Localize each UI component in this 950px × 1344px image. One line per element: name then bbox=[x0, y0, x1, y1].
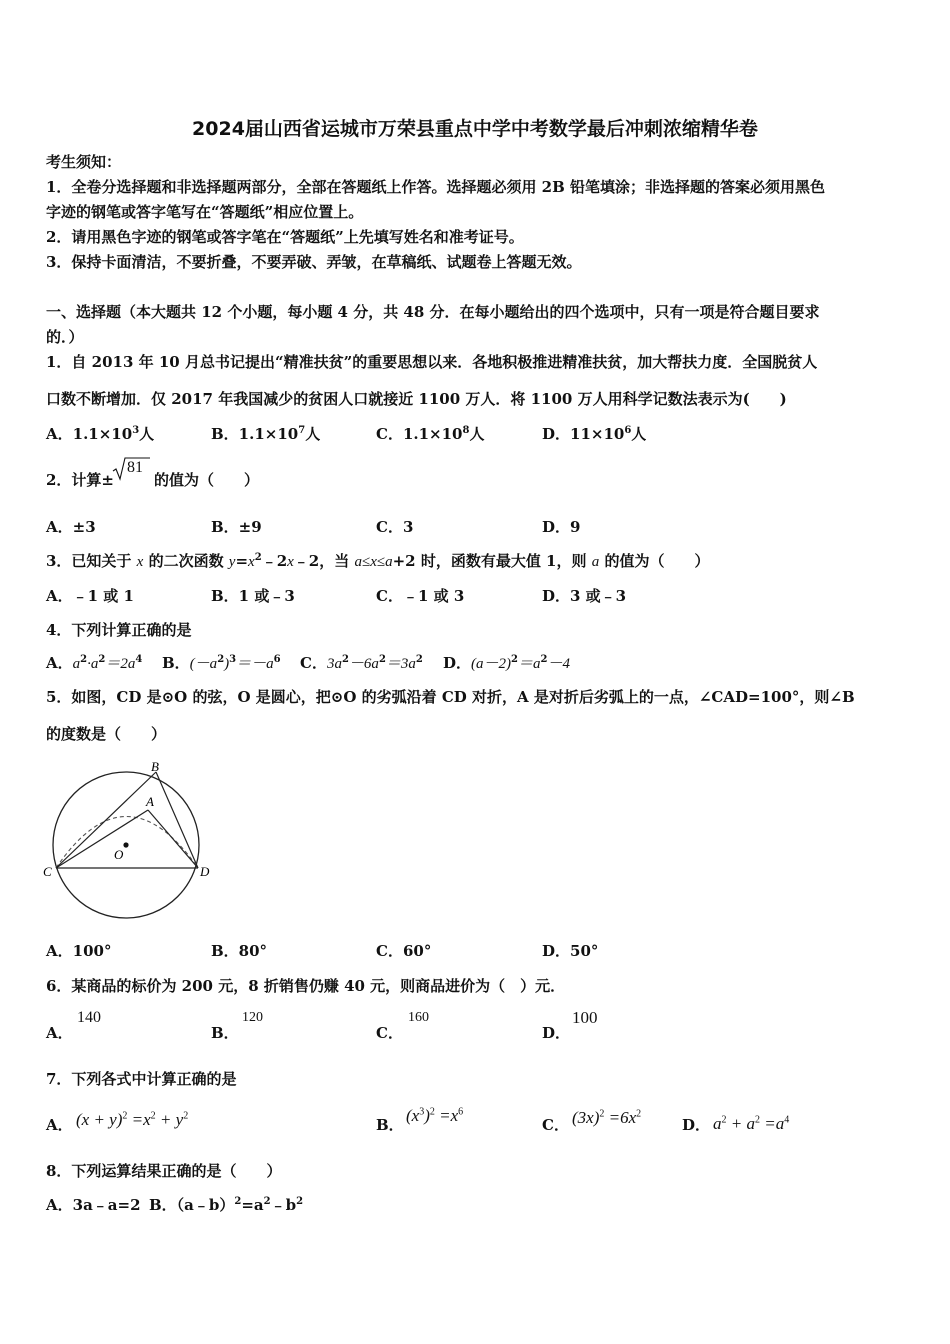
notice-line-2: 2．请用黑色字迹的钢笔或答字笔在“答题纸”上先填写姓名和准考证号。 bbox=[46, 228, 524, 246]
q4-stem: 4．下列计算正确的是 bbox=[46, 621, 192, 639]
q6-option-d-label: D． bbox=[542, 1024, 571, 1042]
label-o: O bbox=[114, 847, 124, 862]
q5-option-b: B．80° bbox=[211, 942, 268, 960]
segment-ad bbox=[148, 810, 198, 868]
q7-option-a-label: A． bbox=[46, 1116, 73, 1134]
q1-stem-b: 口数不断增加．仅 2017 年我国减少的贫困人口就接近 1100 万人．将 1100 万人用科学记数法表示为( ) bbox=[46, 390, 787, 408]
q2-stem: 2．计算± 的值为（ ） bbox=[46, 471, 260, 489]
q6-option-b-label: B． bbox=[211, 1024, 239, 1042]
label-d: D bbox=[200, 864, 210, 879]
q1-option-c: C．$1.1\times 10^8$人 bbox=[376, 425, 485, 443]
q2-option-c: C．3 bbox=[376, 518, 414, 536]
section-1-heading-b: 的．） bbox=[46, 328, 84, 346]
q6-option-d-value: 100 bbox=[572, 1008, 598, 1027]
notice-line-3: 3．保持卡面清洁，不要折叠，不要弄破、弄皱，在草稿纸、试题卷上答题无效。 bbox=[46, 253, 582, 271]
section-1-heading-a: 一、选择题（本大题共 12 个小题，每小题 4 分，共 48 分．在每小题给出的四个选项中，只有一项是符合题目要求 bbox=[46, 303, 820, 321]
q1-option-a: A．$1.1\times 10^3$人 bbox=[46, 425, 155, 443]
q5-option-c: C．60° bbox=[376, 942, 432, 960]
q7-option-b-label: B． bbox=[376, 1116, 404, 1134]
q7-option-c-expr: $(3x)^2 =6x^2$ bbox=[572, 1108, 642, 1127]
q6-option-a-value: 140 bbox=[77, 1009, 101, 1026]
q6-option-c-label: C． bbox=[376, 1024, 403, 1042]
q1-stem-a: 1．自 2013 年 10 月总书记提出“精准扶贫”的重要思想以来．各地积极推进精准扶贫，加大帮扶力度．全国脱贫人 bbox=[46, 353, 818, 371]
notice-heading: 考生须知： bbox=[46, 153, 122, 171]
q7-stem: 7．下列各式中计算正确的是 bbox=[46, 1070, 237, 1088]
q8-stem: 8．下列运算结果正确的是（ ） bbox=[46, 1162, 282, 1180]
q2-option-b: B．±9 bbox=[211, 518, 262, 536]
label-c: C bbox=[43, 864, 52, 879]
q7-option-d-label: D． bbox=[682, 1116, 711, 1134]
q5-stem-a: 5．如图，CD 是⊙O 的弦，O 是圆心，把⊙O 的劣弧沿着 CD 对折，A 是对折后劣弧上的一点，∠CAD=100°，则∠B bbox=[46, 688, 855, 706]
label-b: B bbox=[151, 759, 159, 774]
q4-option-a: A．$a^2\cdot a^2=2a^4$ bbox=[46, 654, 143, 672]
q3-stem: 3．已知关于 x 的二次函数 $y=x^2﹣2x﹣2$，当 a≤x≤a+2 时，函数有最大值 1，则 a 的值为（ ） bbox=[46, 552, 710, 570]
notice-line-1b: 字迹的钢笔或答字笔写在“答题纸”相应位置上。 bbox=[46, 203, 364, 221]
q6-option-b-value: 120 bbox=[242, 1010, 263, 1025]
q2-option-a: A．±3 bbox=[46, 518, 96, 536]
q1-option-d: D．$11\times 10^6$人 bbox=[542, 425, 647, 443]
circle-figure bbox=[40, 755, 220, 925]
label-a: A bbox=[146, 794, 154, 809]
q7-option-c-label: C． bbox=[542, 1116, 569, 1134]
q7-option-d-expr: $a^2 + a^2 =a^4$ bbox=[713, 1114, 790, 1133]
q3-option-a: A．﹣1 或 1 bbox=[46, 587, 134, 605]
q5-stem-b: 的度数是（ ） bbox=[46, 725, 167, 743]
center-point bbox=[123, 842, 128, 847]
q7-option-b-expr: $(x^3)^2 =x^6$ bbox=[406, 1106, 464, 1125]
q6-option-c-value: 160 bbox=[408, 1010, 429, 1025]
page-title: 2024届山西省运城市万荣县重点中学中考数学最后冲刺浓缩精华卷 bbox=[192, 118, 758, 140]
q5-option-a: A．100° bbox=[46, 942, 112, 960]
q4-option-b: B．$(-a^2)^3=-a^6$ bbox=[162, 654, 281, 672]
q1-option-b: B．$1.1\times 10^7$人 bbox=[211, 425, 321, 443]
q3-option-d: D．3 或﹣3 bbox=[542, 587, 627, 605]
segment-bd bbox=[156, 772, 198, 868]
segment-ca bbox=[56, 810, 148, 868]
q8-option-b: B．$(a﹣b)^2=a^2﹣b^2$ bbox=[149, 1196, 304, 1214]
q5-option-d: D．50° bbox=[542, 942, 599, 960]
q6-stem: 6．某商品的标价为 200 元，8 折销售仍赚 40 元，则商品进价为（ ）元． bbox=[46, 977, 566, 995]
q4-option-d: D．$(a-2)^2=a^2-4$ bbox=[443, 654, 570, 672]
segment-cb bbox=[56, 772, 156, 868]
q6-option-a-label: A． bbox=[46, 1024, 73, 1042]
q4-option-c: C．$3a^2-6a^2=3a^2$ bbox=[300, 654, 423, 672]
q3-option-c: C．﹣1 或 3 bbox=[376, 587, 465, 605]
q8-option-a: A．3a﹣a=2 bbox=[46, 1196, 141, 1214]
notice-line-1a: 1．全卷分选择题和非选择题两部分，全部在答题纸上作答。选择题必须用 2B 铅笔填涂；非选择题的答案必须用黑色 bbox=[46, 178, 826, 196]
q2-radicand: 81 bbox=[127, 459, 143, 476]
q3-option-b: B．1 或﹣3 bbox=[211, 587, 295, 605]
folded-arc bbox=[56, 817, 198, 869]
q7-option-a-expr: $(x + y)^2 =x^2 + y^2$ bbox=[76, 1110, 189, 1129]
q2-option-d: D．9 bbox=[542, 518, 581, 536]
